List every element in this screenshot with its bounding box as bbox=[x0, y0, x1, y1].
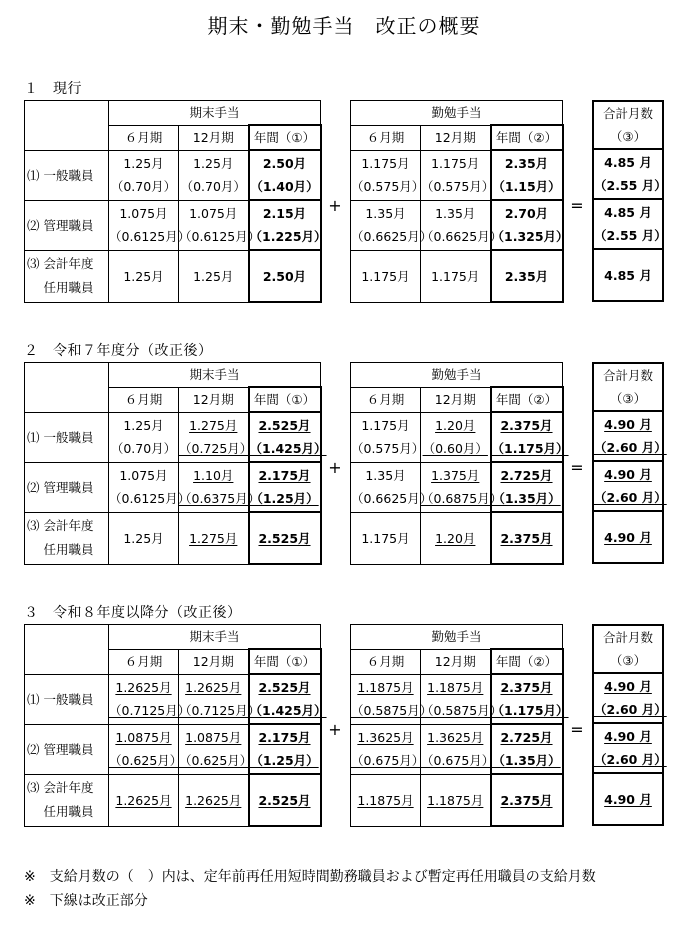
b6-line: 1.35月 bbox=[365, 206, 406, 221]
k-year-line: 2.15月 bbox=[262, 206, 307, 221]
total-cell bbox=[593, 411, 667, 461]
employee-category-line: ⑶ 会計年度 bbox=[27, 780, 94, 795]
k12-line: 1.10月 bbox=[193, 468, 234, 483]
k12-line: 1.075月 bbox=[189, 206, 238, 221]
b12-line: （0.675月） bbox=[421, 753, 495, 768]
employee-category-line: ⑴ 一般職員 bbox=[27, 429, 94, 445]
kinben-header: 勤勉手当 bbox=[351, 625, 563, 650]
b-year-line: （1.35月） bbox=[492, 491, 561, 506]
table-row bbox=[351, 512, 563, 564]
total-line: 4.90 月 bbox=[604, 729, 652, 744]
b-year-line: 2.35月 bbox=[504, 268, 549, 284]
total-line: 4.90 月 bbox=[604, 679, 652, 694]
equals-sign: = bbox=[570, 720, 584, 739]
employee-category-line: ⑴ 一般職員 bbox=[27, 167, 94, 183]
k6-line: （0.70月） bbox=[110, 441, 177, 456]
employee-category-line: ⑵ 管理職員 bbox=[27, 217, 94, 233]
annual-2-header: 年間（②） bbox=[491, 125, 563, 150]
total-line: （2.55 月） bbox=[594, 178, 667, 193]
total-cell bbox=[593, 723, 667, 773]
table-row bbox=[593, 723, 663, 773]
table-row bbox=[25, 512, 321, 564]
k-year-cell bbox=[249, 724, 321, 774]
b-year-line: 2.725月 bbox=[500, 468, 553, 483]
k12-cell bbox=[179, 724, 253, 774]
table-row bbox=[593, 673, 663, 723]
table-row bbox=[25, 150, 321, 200]
k6-line: 1.0875月 bbox=[115, 730, 172, 745]
employee-category-line: ⑵ 管理職員 bbox=[27, 479, 94, 495]
june-header: ６月期 bbox=[109, 387, 179, 412]
b12-cell bbox=[421, 150, 495, 200]
b-year-cell bbox=[491, 724, 563, 774]
k-year-cell bbox=[249, 674, 327, 724]
b-year-line: 2.725月 bbox=[500, 730, 553, 745]
k6-cell bbox=[109, 150, 179, 200]
k-year-cell bbox=[249, 512, 321, 564]
b12-line: 1.1875月 bbox=[427, 792, 484, 808]
total-line: （2.55 月） bbox=[594, 228, 667, 243]
b6-line: 1.1875月 bbox=[357, 792, 414, 808]
k-year-line: 2.50月 bbox=[262, 156, 307, 171]
k6-cell bbox=[109, 724, 183, 774]
total-line: 4.85 月 bbox=[604, 205, 652, 220]
k6-cell bbox=[109, 250, 179, 302]
total-table bbox=[592, 624, 667, 826]
total-line: （2.60 月） bbox=[594, 440, 667, 455]
k6-line: 1.2625月 bbox=[115, 792, 172, 808]
section-title: ３ 令和８年度以降分（改正後） bbox=[24, 605, 242, 621]
k12-line: （0.6125月） bbox=[179, 229, 261, 244]
b6-cell bbox=[351, 774, 421, 826]
k12-line: （0.6375月） bbox=[179, 491, 261, 506]
employee-category-line: ⑵ 管理職員 bbox=[27, 741, 94, 757]
b12-line: （0.60月） bbox=[422, 441, 488, 456]
b6-line: （0.575月） bbox=[351, 179, 425, 194]
table-row bbox=[25, 250, 321, 302]
k-year-line: （1.40月） bbox=[250, 179, 319, 194]
table-row bbox=[593, 199, 663, 249]
b12-line: （0.6625月） bbox=[421, 229, 503, 244]
total-cell bbox=[593, 199, 667, 249]
table-row bbox=[25, 724, 321, 774]
table-row bbox=[593, 511, 663, 563]
employee-category bbox=[25, 462, 109, 512]
b-year-cell bbox=[491, 512, 563, 564]
table-row bbox=[593, 461, 663, 511]
b6-line: 1.175月 bbox=[361, 418, 410, 433]
b12-line: 1.3625月 bbox=[427, 730, 484, 745]
b12-cell bbox=[421, 462, 503, 512]
kinben-header: 勤勉手当 bbox=[351, 363, 563, 388]
table-row bbox=[351, 774, 563, 826]
table-row bbox=[593, 149, 663, 199]
k12-line: （0.7125月） bbox=[179, 703, 261, 718]
section-title: ２ 令和７年度分（改正後） bbox=[24, 343, 213, 359]
k12-cell bbox=[179, 412, 253, 462]
b-year-line: （1.175月） bbox=[491, 441, 569, 456]
total-cell bbox=[593, 511, 663, 563]
total-table bbox=[592, 362, 667, 564]
k12-line: （0.625月） bbox=[179, 753, 253, 768]
b12-line: （0.5875月） bbox=[421, 703, 503, 718]
b12-line: （0.575月） bbox=[421, 179, 495, 194]
b-year-line: 2.375月 bbox=[500, 792, 553, 808]
employee-category-line: 任用職員 bbox=[27, 280, 94, 295]
k12-cell bbox=[179, 200, 261, 250]
k6-line: 1.25月 bbox=[123, 530, 164, 546]
b6-cell bbox=[351, 512, 421, 564]
b6-cell bbox=[351, 724, 425, 774]
kinben-header: 勤勉手当 bbox=[351, 101, 563, 126]
row-header-blank bbox=[25, 363, 109, 413]
k12-cell bbox=[179, 512, 249, 564]
table-row bbox=[25, 674, 321, 724]
kinben-table bbox=[350, 100, 569, 303]
b6-cell bbox=[351, 462, 433, 512]
table-row bbox=[25, 774, 321, 826]
employee-category bbox=[25, 724, 109, 774]
b6-line: （0.5875月） bbox=[351, 703, 433, 718]
total-header-sub: （③） bbox=[593, 125, 663, 149]
employee-category-line: 任用職員 bbox=[27, 804, 94, 819]
b-year-line: （1.175月） bbox=[491, 703, 569, 718]
total-line: 4.90 月 bbox=[604, 417, 652, 432]
k-year-cell bbox=[249, 200, 327, 250]
table-row bbox=[593, 249, 663, 301]
k-year-line: （1.25月） bbox=[250, 491, 319, 506]
k6-line: 1.25月 bbox=[123, 268, 164, 284]
k-year-line: 2.50月 bbox=[262, 268, 307, 284]
k6-line: 1.25月 bbox=[123, 156, 164, 171]
k12-line: （0.725月） bbox=[179, 441, 253, 456]
k6-line: 1.075月 bbox=[119, 206, 168, 221]
table-row bbox=[351, 674, 563, 724]
b6-line: 1.175月 bbox=[361, 156, 410, 171]
b-year-line: 2.375月 bbox=[500, 530, 553, 546]
employee-category-line: ⑶ 会計年度 bbox=[27, 518, 94, 533]
total-cell bbox=[593, 149, 667, 199]
total-cell bbox=[593, 249, 663, 301]
b-year-line: 2.375月 bbox=[500, 680, 553, 695]
annual-1-header: 年間（①） bbox=[249, 387, 321, 412]
k-year-line: 2.525月 bbox=[258, 680, 311, 695]
section-title: １ 現行 bbox=[24, 81, 82, 97]
plus-sign: + bbox=[328, 196, 342, 215]
k-year-cell bbox=[249, 412, 327, 462]
employee-category-line: 任用職員 bbox=[27, 542, 94, 557]
b-year-line: （1.15月） bbox=[492, 179, 561, 194]
b6-line: 1.3625月 bbox=[357, 730, 414, 745]
k6-line: （0.7125月） bbox=[109, 703, 191, 718]
row-header-blank bbox=[25, 625, 109, 675]
b6-cell bbox=[351, 412, 425, 462]
table-row bbox=[351, 412, 563, 462]
kimatsu-table bbox=[24, 362, 327, 565]
b-year-line: 2.375月 bbox=[500, 418, 553, 433]
b6-line: 1.35月 bbox=[365, 468, 406, 483]
annual-1-header: 年間（①） bbox=[249, 125, 321, 150]
total-header-sub: （③） bbox=[593, 387, 663, 411]
k12-cell bbox=[179, 674, 261, 724]
june-header: ６月期 bbox=[351, 387, 421, 412]
b12-line: 1.175月 bbox=[431, 156, 480, 171]
b-year-cell bbox=[491, 462, 563, 512]
table-row bbox=[351, 250, 563, 302]
b-year-cell bbox=[491, 150, 563, 200]
k12-line: 1.2625月 bbox=[185, 792, 242, 808]
total-line: （2.60 月） bbox=[594, 490, 667, 505]
b-year-cell bbox=[491, 774, 563, 826]
k12-line: 1.2625月 bbox=[185, 680, 242, 695]
december-header: 12月期 bbox=[179, 649, 249, 674]
b6-line: 1.175月 bbox=[361, 530, 410, 546]
k12-cell bbox=[179, 774, 249, 826]
employee-category bbox=[25, 200, 109, 250]
b12-cell bbox=[421, 724, 495, 774]
k-year-cell bbox=[249, 462, 321, 512]
table-row bbox=[593, 773, 663, 825]
kimatsu-header: 期末手当 bbox=[109, 625, 321, 650]
kimatsu-header: 期末手当 bbox=[109, 363, 321, 388]
b-year-line: （1.325月） bbox=[491, 229, 569, 244]
total-header-sub: （③） bbox=[593, 649, 663, 673]
total-cell bbox=[593, 673, 667, 723]
table-row bbox=[25, 200, 321, 250]
kimatsu-header: 期末手当 bbox=[109, 101, 321, 126]
k12-line: （0.70月） bbox=[180, 179, 246, 194]
total-header: 合計月数 bbox=[593, 101, 663, 125]
kinben-table bbox=[350, 624, 569, 827]
employee-category bbox=[25, 412, 109, 462]
k-year-line: 2.175月 bbox=[258, 730, 311, 745]
table-row bbox=[351, 200, 563, 250]
b-year-cell bbox=[491, 412, 569, 462]
k-year-line: （1.425月） bbox=[249, 703, 327, 718]
k-year-cell bbox=[249, 774, 321, 826]
june-header: ６月期 bbox=[351, 649, 421, 674]
k6-cell bbox=[109, 512, 179, 564]
b-year-cell bbox=[491, 250, 563, 302]
k-year-line: 2.175月 bbox=[258, 468, 311, 483]
k6-line: （0.625月） bbox=[109, 753, 183, 768]
total-cell bbox=[593, 773, 663, 825]
total-header: 合計月数 bbox=[593, 625, 663, 649]
b12-line: 1.1875月 bbox=[427, 680, 484, 695]
k6-cell bbox=[109, 412, 179, 462]
employee-category bbox=[25, 250, 109, 302]
b12-cell bbox=[421, 200, 503, 250]
b12-cell bbox=[421, 250, 491, 302]
k6-cell bbox=[109, 462, 191, 512]
june-header: ６月期 bbox=[109, 649, 179, 674]
k6-cell bbox=[109, 674, 191, 724]
kimatsu-table bbox=[24, 100, 327, 303]
b12-cell bbox=[421, 774, 491, 826]
k12-line: 1.275月 bbox=[189, 418, 238, 433]
k6-line: （0.6125月） bbox=[109, 491, 191, 506]
b-year-line: 2.70月 bbox=[504, 206, 549, 221]
total-header: 合計月数 bbox=[593, 363, 663, 387]
b12-line: 1.20月 bbox=[435, 418, 476, 433]
k12-cell bbox=[179, 462, 261, 512]
december-header: 12月期 bbox=[179, 387, 249, 412]
k-year-line: （1.225月） bbox=[249, 229, 327, 244]
k-year-line: （1.425月） bbox=[249, 441, 327, 456]
k-year-line: （1.25月） bbox=[250, 753, 319, 768]
k-year-line: 2.525月 bbox=[258, 418, 311, 433]
total-line: 4.90 月 bbox=[604, 529, 652, 545]
k6-cell bbox=[109, 200, 191, 250]
table-row bbox=[593, 411, 663, 461]
december-header: 12月期 bbox=[179, 125, 249, 150]
annual-1-header: 年間（①） bbox=[249, 649, 321, 674]
annual-2-header: 年間（②） bbox=[491, 387, 563, 412]
k12-cell bbox=[179, 150, 249, 200]
total-line: 4.85 月 bbox=[604, 155, 652, 170]
plus-sign: + bbox=[328, 458, 342, 477]
b12-cell bbox=[421, 412, 491, 462]
k-year-cell bbox=[249, 250, 321, 302]
b-year-cell bbox=[491, 674, 569, 724]
k12-line: 1.25月 bbox=[193, 156, 234, 171]
row-header-blank bbox=[25, 101, 109, 151]
table-row bbox=[351, 150, 563, 200]
employee-category bbox=[25, 512, 109, 564]
employee-category bbox=[25, 774, 109, 826]
b12-line: 1.175月 bbox=[431, 268, 480, 284]
b6-cell bbox=[351, 200, 433, 250]
total-line: （2.60 月） bbox=[594, 752, 667, 767]
june-header: ６月期 bbox=[109, 125, 179, 150]
k6-cell bbox=[109, 774, 179, 826]
k-year-cell bbox=[249, 150, 321, 200]
b6-line: 1.1875月 bbox=[357, 680, 414, 695]
kimatsu-table bbox=[24, 624, 327, 827]
k6-line: （0.70月） bbox=[110, 179, 177, 194]
equals-sign: = bbox=[570, 458, 584, 477]
k12-line: 1.25月 bbox=[193, 268, 234, 284]
b6-line: （0.575月） bbox=[351, 441, 425, 456]
table-row bbox=[25, 462, 321, 512]
k12-cell bbox=[179, 250, 249, 302]
b-year-line: 2.35月 bbox=[504, 156, 549, 171]
k6-line: 1.2625月 bbox=[115, 680, 172, 695]
table-row bbox=[351, 462, 563, 512]
b6-line: 1.175月 bbox=[361, 268, 410, 284]
total-line: 4.90 月 bbox=[604, 791, 652, 807]
note-underline: ※ 下線は改正部分 bbox=[24, 893, 148, 909]
total-cell bbox=[593, 461, 667, 511]
employee-category bbox=[25, 150, 109, 200]
k6-line: （0.6125月） bbox=[109, 229, 191, 244]
page-title: 期末・勤勉手当 改正の概要 bbox=[207, 14, 481, 38]
k-year-line: 2.525月 bbox=[258, 530, 311, 546]
b12-line: （0.6875月） bbox=[421, 491, 503, 506]
total-line: 4.90 月 bbox=[604, 467, 652, 482]
employee-category bbox=[25, 674, 109, 724]
b-year-cell bbox=[491, 200, 569, 250]
b6-cell bbox=[351, 674, 433, 724]
b-year-line: （1.35月） bbox=[492, 753, 561, 768]
employee-category-line: ⑴ 一般職員 bbox=[27, 691, 94, 707]
k12-line: 1.275月 bbox=[189, 530, 238, 546]
total-line: 4.85 月 bbox=[604, 267, 652, 283]
december-header: 12月期 bbox=[421, 125, 491, 150]
kinben-table bbox=[350, 362, 569, 565]
total-table bbox=[592, 100, 667, 302]
k-year-line: 2.525月 bbox=[258, 792, 311, 808]
employee-category-line: ⑶ 会計年度 bbox=[27, 256, 94, 271]
table-row bbox=[351, 724, 563, 774]
plus-sign: + bbox=[328, 720, 342, 739]
december-header: 12月期 bbox=[421, 387, 491, 412]
b6-line: （0.675月） bbox=[351, 753, 425, 768]
equals-sign: = bbox=[570, 196, 584, 215]
b6-line: （0.6625月） bbox=[351, 491, 433, 506]
june-header: ６月期 bbox=[351, 125, 421, 150]
december-header: 12月期 bbox=[421, 649, 491, 674]
b6-cell bbox=[351, 250, 421, 302]
b12-line: 1.375月 bbox=[431, 468, 480, 483]
total-line: （2.60 月） bbox=[594, 702, 667, 717]
k6-line: 1.075月 bbox=[119, 468, 168, 483]
b6-line: （0.6625月） bbox=[351, 229, 433, 244]
b12-line: 1.20月 bbox=[435, 530, 476, 546]
annual-2-header: 年間（②） bbox=[491, 649, 563, 674]
b12-cell bbox=[421, 512, 491, 564]
table-row bbox=[25, 412, 321, 462]
b12-cell bbox=[421, 674, 503, 724]
k12-line: 1.0875月 bbox=[185, 730, 242, 745]
note-parentheses: ※ 支給月数の（ ）内は、定年前再任用短時間勤務職員および暫定再任用職員の支給月数 bbox=[24, 869, 596, 885]
k6-line: 1.25月 bbox=[123, 418, 164, 433]
b12-line: 1.35月 bbox=[435, 206, 476, 221]
b6-cell bbox=[351, 150, 425, 200]
